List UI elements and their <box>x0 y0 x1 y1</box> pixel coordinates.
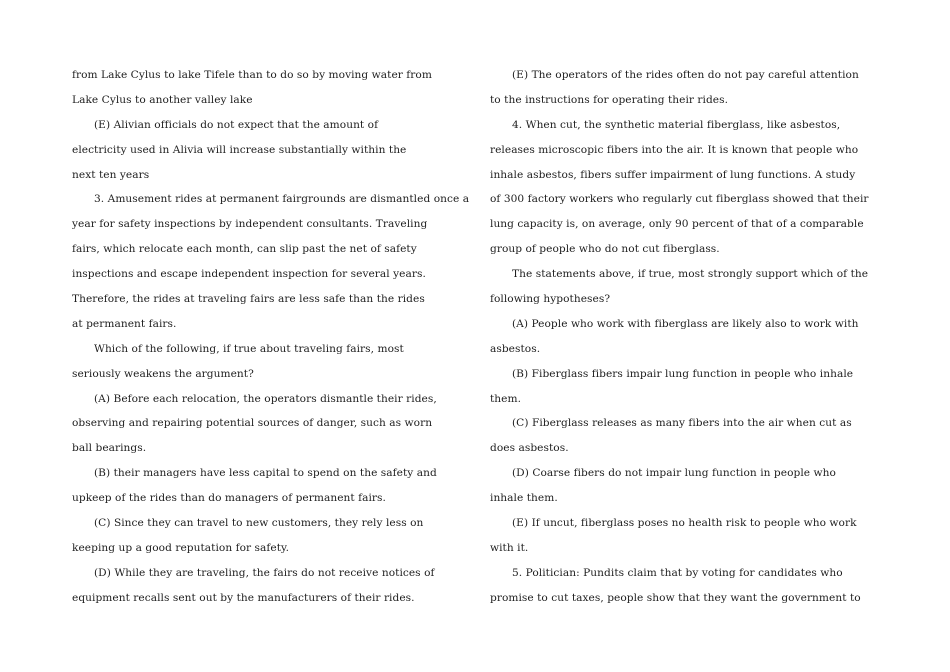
text-line: of 300 factory workers who regularly cut fiberglass showed that their <box>490 193 869 206</box>
text-line: 3. Amusement rides at permanent fairgrounds are dismantled once a <box>94 193 470 206</box>
text-line: equipment recalls sent out by the manufacturers of their rides. <box>72 591 415 604</box>
text-line: (B) Fiberglass fibers impair lung function in people who inhale <box>512 367 854 380</box>
text-line: inhale asbestos, fibers suffer impairment of lung functions. A study <box>490 168 856 181</box>
text-line: ball bearings. <box>72 442 147 455</box>
text-line: Which of the following, if true about traveling fairs, most <box>94 342 404 355</box>
text-line: 4. When cut, the synthetic material fiberglass, like asbestos, <box>512 118 841 131</box>
text-line: year for safety inspections by independent consultants. Traveling <box>72 218 428 231</box>
text-line: 5. Politician: Pundits claim that by voting for candidates who <box>512 566 843 579</box>
text-line: asbestos. <box>490 342 541 355</box>
text-line: electricity used in Alivia will increase substantially within the <box>72 143 407 156</box>
text-line: upkeep of the rides than do managers of permanent fairs. <box>72 492 386 505</box>
text-line: (B) their managers have less capital to spend on the safety and <box>94 467 437 480</box>
text-line: next ten years <box>72 168 150 181</box>
text-line: (A) People who work with fiberglass are likely also to work with <box>512 317 859 330</box>
text-line: (C) Fiberglass releases as many fibers into the air when cut as <box>512 417 852 430</box>
text-line: inhale them. <box>490 492 558 505</box>
text-line: inspections and escape independent inspection for several years. <box>72 268 426 281</box>
text-line: (E) The operators of the rides often do not pay careful attention <box>512 69 859 81</box>
text-line: following hypotheses? <box>490 293 611 306</box>
text-line: (C) Since they can travel to new customers, they rely less on <box>94 517 424 530</box>
text-line: seriously weakens the argument? <box>72 367 254 380</box>
text-line: The statements above, if true, most strongly support which of the <box>512 268 869 281</box>
text-line: (A) Before each relocation, the operators dismantle their rides, <box>94 392 437 405</box>
text-line: with it. <box>490 541 529 554</box>
text-line: observing and repairing potential sources of danger, such as worn <box>72 417 433 430</box>
text-line: Therefore, the rides at traveling fairs are less safe than the rides <box>72 293 425 306</box>
text-line: (D) Coarse fibers do not impair lung function in people who <box>512 467 836 480</box>
text-line: from Lake Cylus to lake Tifele than to do so by moving water from <box>72 69 432 81</box>
text-line: them. <box>490 392 522 405</box>
left-text-column <box>72 63 470 611</box>
text-line: keeping up a good reputation for safety. <box>72 541 290 554</box>
text-line: fairs, which relocate each month, can slip past the net of safety <box>72 243 417 256</box>
text-line: promise to cut taxes, people show that they want the government to <box>490 591 861 604</box>
text-line: Lake Cylus to another valley lake <box>72 93 253 106</box>
text-line: to the instructions for operating their rides. <box>490 93 729 106</box>
text-line: does asbestos. <box>490 442 569 455</box>
text-line: (D) While they are traveling, the fairs do not receive notices of <box>94 566 435 579</box>
text-line: at permanent fairs. <box>72 317 177 330</box>
text-line: lung capacity is, on average, only 90 percent of that of a comparable <box>490 218 864 231</box>
text-line: group of people who do not cut fiberglass. <box>490 243 720 256</box>
text-line: (E) If uncut, fiberglass poses no health risk to people who work <box>512 517 857 530</box>
right-text-column <box>490 63 882 611</box>
text-line: releases microscopic fibers into the air. It is known that people who <box>490 143 859 156</box>
text-line: (E) Alivian officials do not expect that the amount of <box>94 118 379 131</box>
